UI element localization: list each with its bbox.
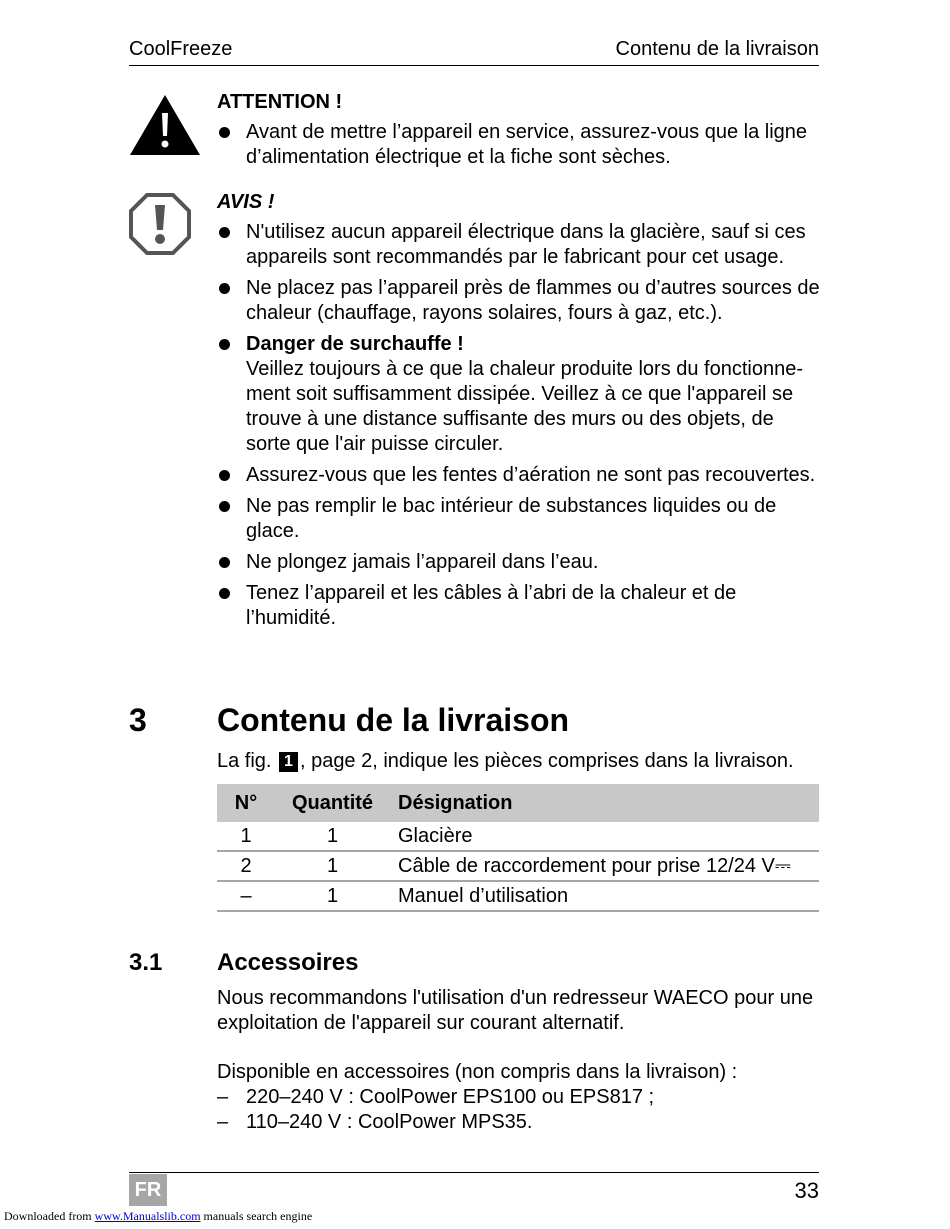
bullet-dot-icon <box>219 283 230 294</box>
subsection-number: 3.1 <box>129 949 163 976</box>
section-number: 3 <box>129 702 147 738</box>
list-item: – 220–240 V : CoolPower EPS100 ou EPS817 ; <box>217 1086 655 1108</box>
attention-title: ATTENTION ! <box>217 91 343 113</box>
list-item: Avant de mettre l’appareil en service, assurez-vous que la ligne d’alimentation électrique et la fiche sont sèches. <box>217 120 822 170</box>
cell-number: – <box>217 881 275 911</box>
list-item: Tenez l’appareil et les câbles à l’abri de la chaleur et de l’humidité. <box>217 581 822 631</box>
list-item: Ne placez pas l’appareil près de flammes ou d’autres sources de chaleur (chauffage, rayons solaires, fours à gaz, etc.). <box>217 276 822 326</box>
cell-number: 2 <box>217 851 275 881</box>
cell-quantity: 1 <box>275 822 390 851</box>
footer-rule <box>129 1172 819 1173</box>
bullet-dot-icon <box>219 339 230 350</box>
attention-list <box>217 120 822 176</box>
cell-number: 1 <box>217 822 275 851</box>
notice-octagon-icon <box>128 192 192 256</box>
column-header-quantity: Quantité <box>275 784 390 822</box>
bullet-dot-icon <box>219 127 230 138</box>
overheat-heading: Danger de surchauffe ! <box>246 333 464 355</box>
section-intro: La fig. 1 , page 2, indique les pièces comprises dans la livraison. <box>217 750 794 772</box>
avis-title: AVIS ! <box>217 191 275 213</box>
header-chapter: Contenu de la livraison <box>615 38 819 60</box>
dash-marker: – <box>217 1086 229 1108</box>
table-row <box>217 822 819 851</box>
language-badge: FR <box>129 1174 167 1206</box>
bullet-dot-icon <box>219 501 230 512</box>
list-item: Ne pas remplir le bac intérieur de substances liquides ou de glace. <box>217 494 822 544</box>
table-row <box>217 851 819 881</box>
table-header-row <box>217 784 819 822</box>
table-row <box>217 881 819 911</box>
column-header-number: N° <box>217 784 275 822</box>
cell-designation: Câble de raccordement pour prise 12/24 V⎓ <box>390 851 819 881</box>
figure-reference-badge: 1 <box>279 752 298 772</box>
subsection-title: Accessoires <box>217 949 359 976</box>
warning-triangle-icon <box>128 93 202 157</box>
accessories-list <box>217 1085 827 1135</box>
list-item: – 110–240 V : CoolPower MPS35. <box>217 1111 533 1133</box>
list-item-overheat: Danger de surchauffe ! Veillez toujours à ce que la chaleur produite lors du fonctionne- ment soit suffisamment dissipée. Veillez à ce que l'appareil se trouve à une distance suffisante des murs ou des objets, de sorte que l'air puisse circuler. <box>217 332 822 457</box>
accessories-availability: Disponible en accessoires (non compris dans la livraison) : <box>217 1061 738 1083</box>
list-item: N'utilisez aucun appareil électrique dans la glacière, sauf si ces appareils sont recommandés par le fabricant pour cet usage. <box>217 220 822 270</box>
manualslib-link[interactable]: www.Manualslib.com <box>94 1209 201 1223</box>
list-item: Assurez-vous que les fentes d’aération ne sont pas recouvertes. <box>217 463 822 488</box>
section-title: Contenu de la livraison <box>217 702 570 738</box>
list-item: Ne plongez jamais l’appareil dans l’eau. <box>217 550 822 575</box>
delivery-table <box>217 784 819 912</box>
header-brand: CoolFreeze <box>129 38 233 60</box>
cell-designation: Manuel d’utilisation <box>390 881 819 911</box>
cell-quantity: 1 <box>275 851 390 881</box>
bullet-dot-icon <box>219 588 230 599</box>
download-notice: Downloaded from www.Manualslib.com manuals search engine <box>4 1209 313 1223</box>
page-number: 33 <box>794 1178 819 1203</box>
cell-designation: Glacière <box>390 822 819 851</box>
column-header-designation: Désignation <box>390 784 819 822</box>
cell-quantity: 1 <box>275 881 390 911</box>
header-rule <box>129 65 819 66</box>
bullet-dot-icon <box>219 557 230 568</box>
bullet-dot-icon <box>219 227 230 238</box>
avis-list <box>217 220 822 637</box>
dash-marker: – <box>217 1111 229 1133</box>
accessories-paragraph: Nous recommandons l'utilisation d'un redresseur WAECO pour une exploitation de l'appareil sur courant alternatif. <box>217 987 814 1034</box>
bullet-dot-icon <box>219 470 230 481</box>
